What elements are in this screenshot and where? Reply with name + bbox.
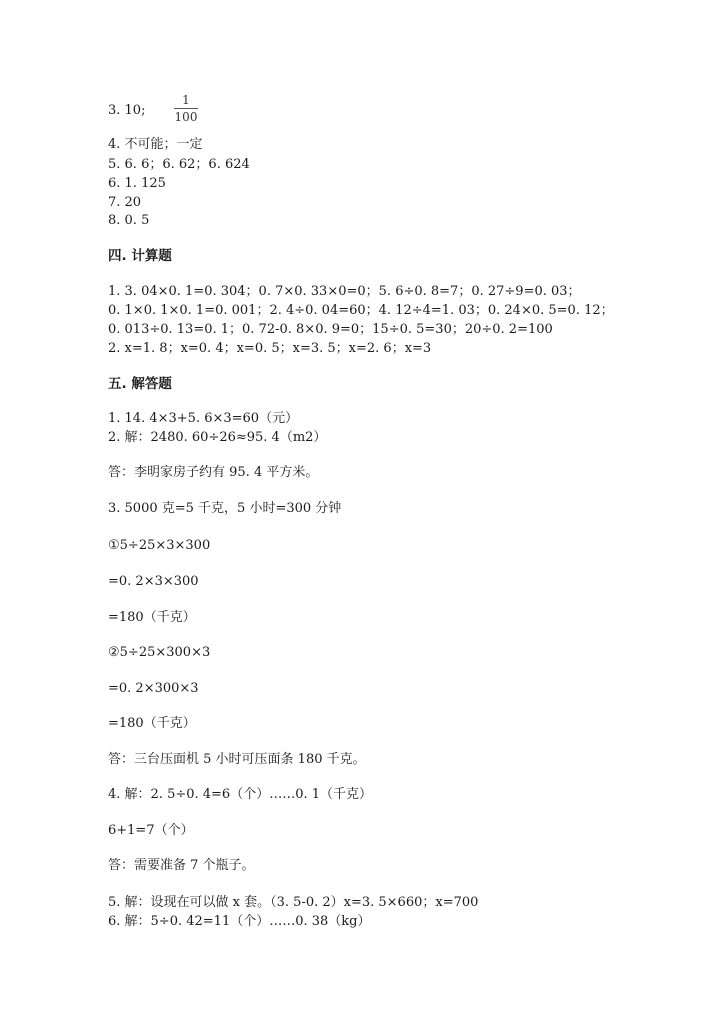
solve-line-10: =180（千克） <box>108 716 196 731</box>
solve-line-7: =180（千克） <box>108 610 196 625</box>
solve-line-13: 6+1=7（个） <box>108 823 194 838</box>
solve-line-15: 5. 解：设现在可以做 x 套。（3. 5-0. 2）x=3. 5×660；x=700 <box>108 895 479 910</box>
solve-line-5: ①5÷25×3×300 <box>108 538 211 553</box>
solve-line-14: 答：需要准备 7 个瓶子。 <box>108 858 255 873</box>
solve-line-9: =0. 2×300×3 <box>108 681 199 696</box>
solve-line-6: =0. 2×3×300 <box>108 574 199 589</box>
section-4-heading: 四. 计算题 <box>108 248 172 264</box>
calc-line-3: 0. 013÷0. 13=0. 1；0. 72-0. 8×0. 9=0；15÷0. 5=30；20÷0. 2=100 <box>108 322 553 337</box>
solve-line-8: ②5÷25×300×3 <box>108 645 211 660</box>
solve-line-4: 3. 5000 克=5 千克，5 小时=300 分钟 <box>108 501 342 516</box>
solve-line-1: 1. 14. 4×3+5. 6×3=60（元） <box>108 411 299 426</box>
calc-line-1: 1. 3. 04×0. 1=0. 304；0. 7×0. 33×0=0；5. 6÷0. 8=7；0. 27÷9=0. 03； <box>108 284 581 299</box>
calc-line-4: 2. x=1. 8；x=0. 4；x=0. 5；x=3. 5；x=2. 6；x=3 <box>108 341 432 356</box>
fraction-numerator: 1 <box>182 93 190 107</box>
solve-line-16: 6. 解：5÷0. 42=11（个）……0. 38（kg） <box>108 914 371 929</box>
answer-7-line: 7. 20 <box>108 195 142 210</box>
fraction-denominator: 100 <box>174 110 198 124</box>
solve-line-3: 答：李明家房子约有 95. 4 平方米。 <box>108 465 319 480</box>
answer-6-line: 6. 1. 125 <box>108 176 166 191</box>
answer-3-line <box>108 103 145 119</box>
answer-5-line: 5. 6. 6；6. 62；6. 624 <box>108 157 250 172</box>
solve-line-2: 2. 解：2480. 60÷26≈95. 4（m2） <box>108 430 327 445</box>
solve-line-11: 答：三台压面机 5 小时可压面条 180 千克。 <box>108 752 366 767</box>
fraction-bar <box>174 108 198 109</box>
answer-4-line: 4. 不可能；一定 <box>108 137 203 152</box>
solve-line-12: 4. 解：2. 5÷0. 4=6（个）……0. 1（千克） <box>108 787 373 802</box>
fraction-one-hundredth <box>174 93 198 124</box>
calc-line-2: 0. 1×0. 1×0. 1=0. 001；2. 4÷0. 04=60；4. 12÷4=1. 03；0. 24×0. 5=0. 12； <box>108 303 614 318</box>
section-5-heading: 五. 解答题 <box>108 376 172 392</box>
answer-8-line: 8. 0. 5 <box>108 213 150 228</box>
answer-3-prefix: 3. 10; <box>108 103 146 118</box>
